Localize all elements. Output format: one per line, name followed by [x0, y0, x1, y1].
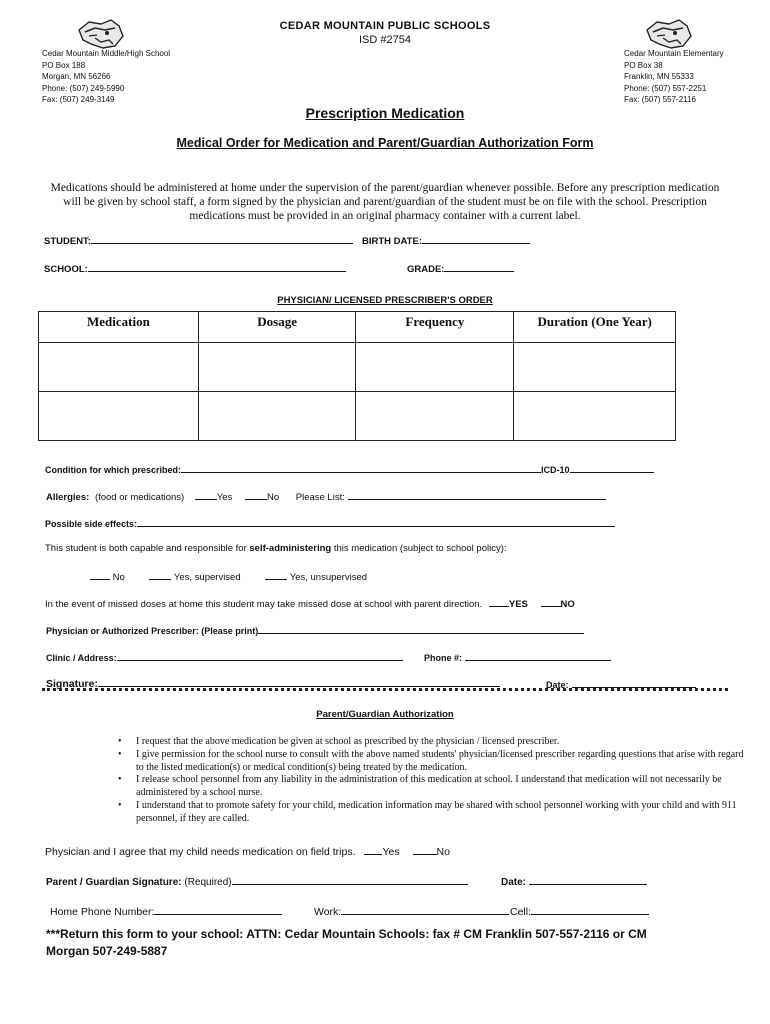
phone-line[interactable]	[465, 650, 611, 661]
student-field[interactable]	[44, 233, 353, 247]
allergies-no: No	[266, 492, 280, 503]
parent-heading: Parent/Guardian Authorization	[316, 709, 454, 720]
please-list-line[interactable]	[348, 489, 606, 500]
allergies-label: Allergies:	[46, 492, 90, 503]
return-line-1: ***Return this form to your school: ATTN: Cedar Mountain Schools: fax # CM Franklin 507-557-2116 or CM	[46, 927, 647, 941]
allergies-yes-line[interactable]	[195, 489, 217, 500]
field-trip-text: Physician and I agree that my child needs medication on field trips.	[45, 846, 356, 858]
cell-line[interactable]	[531, 904, 649, 915]
bullet-icon: •	[118, 799, 122, 811]
self-admin-bold: self-administering	[249, 543, 332, 554]
clinic-field[interactable]	[46, 650, 403, 663]
work-phone-field[interactable]	[314, 904, 509, 918]
clinic-line[interactable]	[117, 650, 403, 661]
cell-phone-field[interactable]	[510, 904, 649, 918]
district-isd: ISD #2754	[359, 34, 411, 46]
order-cell[interactable]	[514, 343, 676, 392]
missed-doses-text: In the event of missed doses at home this student may take missed dose at school with parent direction.	[45, 599, 483, 610]
condition-line[interactable]	[181, 462, 541, 473]
table-row	[39, 392, 676, 441]
order-cell[interactable]	[198, 392, 356, 441]
right-school-phone: Phone: (507) 557-2251	[624, 83, 707, 93]
field-trip-field[interactable]	[45, 844, 450, 858]
birth-date-label: BIRTH DATE:	[362, 236, 422, 247]
right-school-fax: Fax: (507) 557-2116	[624, 95, 696, 104]
parent-date-line[interactable]	[529, 874, 647, 885]
self-admin-unsupervised: Yes, unsupervised	[289, 572, 368, 583]
birth-date-line[interactable]	[422, 233, 530, 244]
order-table	[38, 311, 676, 441]
field-trip-yes-line[interactable]	[364, 844, 382, 855]
side-effects-line[interactable]	[137, 516, 615, 527]
page-subtitle: Medical Order for Medication and Parent/Guardian Authorization Form	[176, 136, 594, 150]
grade-line[interactable]	[444, 261, 514, 272]
authorization-text: I release school personnel from any liability in the administration of this medication at school. I understand that medication will not necessarily be administered by a school nurse.	[136, 774, 722, 799]
school-line[interactable]	[88, 261, 346, 272]
list-item	[118, 748, 746, 775]
district-name: CEDAR MOUNTAIN PUBLIC SCHOOLS	[279, 20, 491, 32]
order-cell[interactable]	[514, 392, 676, 441]
side-effects-label: Possible side effects:	[45, 519, 138, 529]
grade-label: GRADE:	[407, 264, 445, 275]
authorization-text: I understand that to promote safety for your child, medication information may be shared with school personnel working with your child and with 911 personnel, if they are called.	[136, 799, 737, 824]
icd-line[interactable]	[570, 462, 654, 473]
self-admin-options[interactable]	[90, 569, 367, 583]
physician-line[interactable]	[258, 623, 584, 634]
order-cell[interactable]	[39, 343, 199, 392]
phone-field[interactable]	[424, 650, 611, 663]
list-item	[118, 799, 746, 826]
phone-label: Phone #:	[424, 653, 463, 663]
order-cell[interactable]	[198, 343, 356, 392]
allergies-field[interactable]	[46, 489, 606, 503]
cell-label: Cell:	[510, 906, 532, 918]
authorization-list	[118, 736, 746, 826]
condition-label: Condition for which prescribed:	[45, 465, 182, 475]
parent-signature-field[interactable]	[46, 874, 468, 888]
authorization-text: I give permission for the school nurse to consult with the above named students' physician/licensed prescriber regarding questions that arise with regard to the listed medication(s) or medical condition(s) being treated by the medication.	[136, 748, 744, 773]
field-trip-no: No	[436, 846, 450, 858]
left-school-fax: Fax: (507) 249-3149	[42, 95, 115, 104]
order-header-duration: Duration (One Year)	[514, 312, 676, 343]
order-cell[interactable]	[39, 392, 199, 441]
self-admin-unsupervised-line[interactable]	[265, 569, 287, 580]
right-school-city: Franklin, MN 55333	[624, 72, 694, 81]
parent-date-field[interactable]	[501, 874, 647, 888]
clinic-label: Clinic / Address:	[46, 653, 117, 663]
home-phone-line[interactable]	[154, 904, 282, 915]
school-label: SCHOOL:	[44, 264, 88, 275]
parent-sig-required: (Required)	[184, 877, 232, 888]
signature-date-line[interactable]	[572, 677, 696, 688]
left-school-address	[42, 48, 170, 106]
right-school-box: PO Box 38	[624, 60, 663, 70]
left-school-box: PO Box 188	[42, 60, 86, 70]
right-school-address	[624, 48, 724, 106]
missed-no-line[interactable]	[541, 596, 561, 607]
signature-date-label: Date:	[546, 680, 569, 690]
order-header-dosage: Dosage	[198, 312, 356, 343]
physician-label: Physician or Authorized Prescriber: (Please print)	[46, 626, 259, 636]
missed-doses-field[interactable]	[45, 596, 575, 610]
missed-yes: YES	[508, 599, 528, 610]
missed-no: NO	[560, 599, 575, 610]
self-admin-suffix: this medication (subject to school policy):	[331, 543, 507, 554]
field-trip-yes: Yes	[382, 846, 400, 858]
self-admin-statement	[45, 543, 507, 554]
parent-date-label: Date:	[501, 877, 527, 888]
signature-line[interactable]	[98, 676, 500, 687]
field-trip-no-line[interactable]	[413, 844, 437, 855]
home-phone-field[interactable]	[50, 904, 282, 918]
self-admin-no: No	[112, 572, 125, 583]
self-admin-no-line[interactable]	[90, 569, 110, 580]
grade-field[interactable]	[407, 261, 514, 275]
allergies-note: (food or medications)	[94, 492, 185, 503]
icd-label: ICD-10	[541, 465, 570, 475]
physician-field[interactable]	[46, 623, 584, 636]
bullet-icon: •	[118, 748, 122, 760]
return-line-2: Morgan 507-249-5887	[46, 944, 168, 958]
condition-field[interactable]	[45, 462, 654, 475]
allergies-yes: Yes	[216, 492, 233, 503]
home-phone-label: Home Phone Number:	[50, 906, 155, 918]
list-item	[118, 736, 746, 749]
order-header-medication: Medication	[39, 312, 199, 343]
birth-date-field[interactable]	[362, 233, 530, 247]
order-heading: PHYSICIAN/ LICENSED PRESCRIBER'S ORDER	[277, 295, 493, 306]
left-school-phone: Phone: (507) 249-5990	[42, 83, 125, 93]
self-admin-prefix: This student is both capable and responsible for	[45, 543, 250, 554]
work-label: Work:	[314, 906, 342, 918]
authorization-text: I request that the above medication be given at school as prescribed by the physician / licensed prescriber.	[136, 736, 560, 747]
bullet-icon: •	[118, 774, 122, 786]
parent-sig-label: Parent / Guardian Signature:	[46, 877, 182, 888]
list-item	[118, 774, 746, 800]
order-cell[interactable]	[356, 392, 514, 441]
left-school-city: Morgan, MN 56266	[42, 72, 111, 81]
please-list-label: Please List:	[295, 492, 345, 503]
allergies-no-line[interactable]	[245, 489, 267, 500]
intro-paragraph: Medications should be administered at home under the supervision of the parent/guardian whenever possible. Before any prescription medication will be given by school staff, a form signed by the physician and parent/guardian of the student must be on file with the school. Prescription medications must be provided in an original pharmacy container with a current label.	[50, 182, 720, 222]
order-header-frequency: Frequency	[356, 312, 514, 343]
left-school-name: Cedar Mountain Middle/High School	[42, 49, 171, 58]
section-divider	[42, 688, 728, 691]
page-title: Prescription Medication	[305, 105, 465, 121]
right-school-name: Cedar Mountain Elementary	[624, 49, 724, 58]
signature-label: Signature:	[46, 678, 98, 690]
order-cell[interactable]	[356, 343, 514, 392]
return-instructions	[46, 926, 736, 960]
student-line[interactable]	[91, 233, 353, 244]
work-line[interactable]	[341, 904, 509, 915]
parent-sig-line[interactable]	[232, 874, 468, 885]
table-row	[39, 343, 676, 392]
self-admin-supervised: Yes, supervised	[173, 572, 241, 583]
bullet-icon: •	[118, 736, 122, 747]
side-effects-field[interactable]	[45, 516, 615, 529]
school-field[interactable]	[44, 261, 346, 275]
self-admin-supervised-line[interactable]	[149, 569, 171, 580]
student-label: STUDENT:	[44, 236, 91, 247]
missed-yes-line[interactable]	[489, 596, 509, 607]
